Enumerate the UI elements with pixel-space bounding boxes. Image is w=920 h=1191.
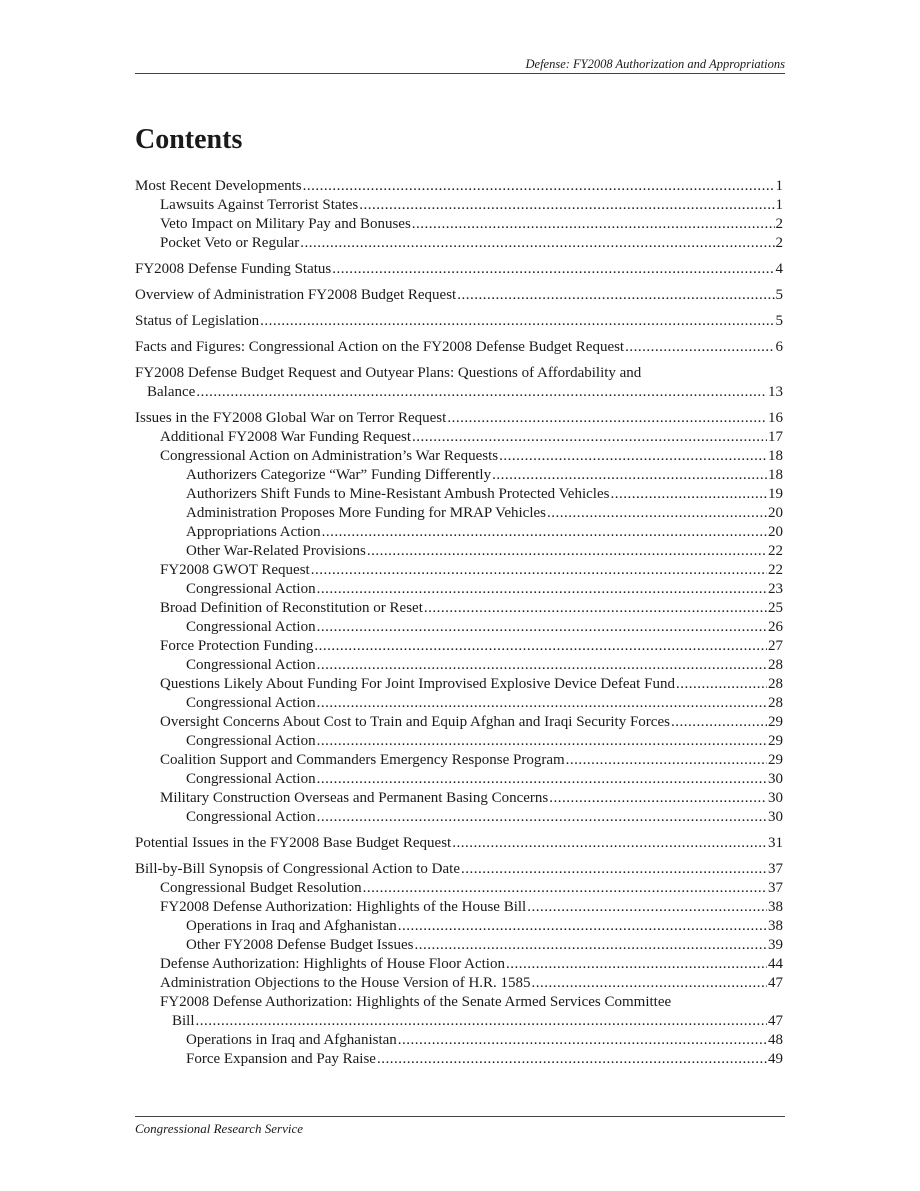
toc-entry-title: Force Expansion and Pay Raise [186, 1051, 376, 1067]
toc-entry-title: Facts and Figures: Congressional Action on the FY2008 Defense Budget Request [135, 339, 625, 355]
toc-entry[interactable] [135, 504, 783, 523]
toc-entry[interactable] [135, 428, 783, 447]
toc-entry[interactable] [135, 879, 783, 898]
toc-entry-title: Most Recent Developments [135, 178, 302, 194]
toc-leader-dots [398, 1031, 767, 1050]
toc-entry-title: Congressional Action [186, 809, 316, 825]
toc-entry[interactable] [135, 286, 783, 305]
toc-entry[interactable] [135, 599, 783, 618]
toc-leader-dots [317, 580, 767, 599]
toc-entry[interactable] [135, 260, 783, 279]
toc-page-number: 28 [768, 676, 783, 692]
toc-entry[interactable] [135, 955, 783, 974]
toc-entry-title: Congressional Action [186, 695, 316, 711]
toc-entry[interactable] [135, 1050, 783, 1069]
toc-page-number: 30 [768, 771, 783, 787]
toc-page-number: 5 [775, 313, 783, 329]
toc-entry-title: Congressional Action [186, 771, 316, 787]
toc-entry-title: Overview of Administration FY2008 Budget Request [135, 287, 457, 303]
toc-page-number: 27 [768, 638, 783, 654]
toc-leader-dots [363, 879, 767, 898]
toc-leader-dots [377, 1050, 767, 1069]
footer-divider [135, 1116, 785, 1117]
toc-entry-title: FY2008 GWOT Request [160, 562, 310, 578]
toc-leader-dots [300, 234, 774, 253]
toc-leader-dots [547, 504, 767, 523]
toc-entry-title: Congressional Action [186, 733, 316, 749]
toc-entry[interactable] [135, 936, 783, 955]
toc-entry-title: FY2008 Defense Budget Request and Outyear Plans: Questions of Affordability and [135, 365, 642, 381]
toc-leader-dots [412, 215, 775, 234]
toc-entry[interactable] [135, 808, 783, 827]
footer-publisher: Congressional Research Service [135, 1121, 303, 1136]
toc-entry[interactable] [135, 732, 783, 751]
toc-leader-dots [317, 732, 767, 751]
toc-entry-title: Operations in Iraq and Afghanistan [186, 918, 397, 934]
toc-page-number: 31 [768, 835, 783, 851]
toc-entry-title: Status of Legislation [135, 313, 260, 329]
toc-entry-title: Broad Definition of Reconstitution or Reset [160, 600, 423, 616]
toc-entry[interactable] [135, 917, 783, 936]
toc-entry[interactable] [135, 618, 783, 637]
toc-leader-dots [532, 974, 767, 993]
toc-entry[interactable] [135, 834, 783, 853]
toc-page-number: 1 [775, 197, 783, 213]
toc-entry-title: Congressional Action [186, 581, 316, 597]
toc-entry-title: FY2008 Defense Authorization: Highlights of the House Bill [160, 899, 527, 915]
toc-page-number: 4 [775, 261, 783, 277]
toc-entry[interactable] [135, 770, 783, 789]
toc-leader-dots [412, 428, 767, 447]
toc-entry-title: Veto Impact on Military Pay and Bonuses [160, 216, 411, 232]
toc-entry-title: Congressional Action [186, 657, 316, 673]
toc-entry-title: Authorizers Categorize “War” Funding Differently [186, 467, 492, 483]
toc-entry-title: FY2008 Defense Funding Status [135, 261, 332, 277]
toc-page-number: 30 [768, 790, 783, 806]
toc-page-number: 17 [768, 429, 783, 445]
toc-entry[interactable] [135, 789, 783, 808]
toc-entry[interactable] [135, 364, 783, 402]
toc-page-number: 22 [768, 543, 783, 559]
toc-leader-dots [447, 409, 767, 428]
running-header: Defense: FY2008 Authorization and Appropriations [525, 57, 785, 71]
toc-leader-dots [414, 936, 767, 955]
toc-entry[interactable] [135, 713, 783, 732]
toc-page-number: 23 [768, 581, 783, 597]
toc-entry-title: Additional FY2008 War Funding Request [160, 429, 412, 445]
toc-leader-dots [332, 260, 774, 279]
toc-entry-title: Military Construction Overseas and Permanent Basing Concerns [160, 790, 549, 806]
toc-page-number: 29 [768, 733, 783, 749]
toc-entry-title-continued: Bill [172, 1013, 195, 1029]
toc-entry-title: Issues in the FY2008 Global War on Terror Request [135, 410, 447, 426]
toc-leader-dots [549, 789, 767, 808]
toc-entry-title-continued: Balance [147, 384, 196, 400]
toc-page-number: 39 [768, 937, 783, 953]
toc-leader-dots [260, 312, 774, 331]
toc-entry-title: Potential Issues in the FY2008 Base Budget Request [135, 835, 452, 851]
toc-entry-title: Questions Likely About Funding For Joint Improvised Explosive Device Defeat Fund [160, 676, 675, 692]
toc-page-number: 38 [768, 918, 783, 934]
toc-page-number: 18 [768, 448, 783, 464]
toc-entry-title: Congressional Action [186, 619, 316, 635]
toc-page-number: 30 [768, 809, 783, 825]
toc-page-number: 44 [768, 956, 783, 972]
toc-leader-dots [457, 286, 774, 305]
toc-entry[interactable] [135, 338, 783, 357]
toc-leader-dots [196, 383, 767, 402]
toc-entry-title: Lawsuits Against Terrorist States [160, 197, 359, 213]
toc-entry[interactable] [135, 312, 783, 331]
toc-leader-dots [461, 860, 767, 879]
toc-page-number: 19 [768, 486, 783, 502]
toc-entry[interactable] [135, 694, 783, 713]
toc-entry[interactable] [135, 177, 783, 196]
toc-entry[interactable] [135, 466, 783, 485]
toc-page-number: 5 [775, 287, 783, 303]
toc-leader-dots [499, 447, 767, 466]
toc-leader-dots [196, 1012, 767, 1031]
toc-page-number: 49 [768, 1051, 783, 1067]
toc-leader-dots [317, 694, 767, 713]
toc-page-number: 20 [768, 505, 783, 521]
toc-leader-dots [317, 656, 767, 675]
toc-entry[interactable] [135, 215, 783, 234]
toc-page-number: 25 [768, 600, 783, 616]
toc-leader-dots [398, 917, 767, 936]
toc-leader-dots [492, 466, 767, 485]
toc-page-number: 37 [768, 861, 783, 877]
toc-entry-title: Congressional Action on Administration’s War Requests [160, 448, 499, 464]
toc-entry-title: Appropriations Action [186, 524, 321, 540]
toc-entry-title: Authorizers Shift Funds to Mine-Resistant Ambush Protected Vehicles [186, 486, 610, 502]
toc-leader-dots [610, 485, 767, 504]
toc-page-number: 18 [768, 467, 783, 483]
toc-page-number: 28 [768, 695, 783, 711]
toc-entry-title: Defense Authorization: Highlights of House Floor Action [160, 956, 505, 972]
toc-entry-title: Congressional Budget Resolution [160, 880, 362, 896]
toc-entry[interactable] [135, 656, 783, 675]
toc-entry-title: Administration Proposes More Funding for MRAP Vehicles [186, 505, 546, 521]
toc-page-number: 1 [775, 178, 783, 194]
toc-entry-title: Bill-by-Bill Synopsis of Congressional Action to Date [135, 861, 460, 877]
toc-page-number: 48 [768, 1032, 783, 1048]
toc-leader-dots [424, 599, 767, 618]
toc-leader-dots [314, 637, 767, 656]
toc-entry[interactable] [135, 993, 783, 1031]
toc-entry[interactable] [135, 974, 783, 993]
toc-entry-title: Force Protection Funding [160, 638, 314, 654]
toc-leader-dots [566, 751, 767, 770]
toc-page-number: 47 [768, 975, 783, 991]
toc-entry-title: FY2008 Defense Authorization: Highlights of the Senate Armed Services Committee [160, 994, 672, 1010]
toc-entry[interactable] [135, 1031, 783, 1050]
toc-leader-dots [625, 338, 774, 357]
toc-entry-title: Pocket Veto or Regular [160, 235, 300, 251]
toc-page-number: 6 [775, 339, 783, 355]
toc-leader-dots [311, 561, 767, 580]
toc-entry[interactable] [135, 542, 783, 561]
toc-entry[interactable] [135, 523, 783, 542]
toc-page-number: 38 [768, 899, 783, 915]
toc-page-number: 16 [768, 410, 783, 426]
toc-entry[interactable] [135, 447, 783, 466]
toc-entry[interactable] [135, 561, 783, 580]
toc-page-number: 47 [768, 1013, 783, 1029]
toc-entry[interactable] [135, 675, 783, 694]
toc-leader-dots [317, 770, 767, 789]
toc-page-number: 20 [768, 524, 783, 540]
toc-page-number: 29 [768, 752, 783, 768]
toc-leader-dots [317, 618, 767, 637]
toc-leader-dots [367, 542, 767, 561]
toc-leader-dots [303, 177, 775, 196]
toc-leader-dots [359, 196, 774, 215]
page-title: Contents [135, 124, 243, 155]
toc-leader-dots [317, 808, 767, 827]
toc-page-number: 22 [768, 562, 783, 578]
toc-entry[interactable] [135, 898, 783, 917]
toc-leader-dots [452, 834, 767, 853]
toc-entry[interactable] [135, 751, 783, 770]
toc-entry[interactable] [135, 234, 783, 253]
toc-page-number: 2 [775, 216, 783, 232]
toc-page-number: 29 [768, 714, 783, 730]
toc-leader-dots [676, 675, 767, 694]
toc-entry-title: Oversight Concerns About Cost to Train and Equip Afghan and Iraqi Security Forces [160, 714, 670, 730]
toc-entry[interactable] [135, 409, 783, 428]
header-divider [135, 73, 785, 74]
toc-entry[interactable] [135, 637, 783, 656]
toc-entry-title: Administration Objections to the House Version of H.R. 1585 [160, 975, 531, 991]
toc-leader-dots [671, 713, 767, 732]
toc-entry-title: Other FY2008 Defense Budget Issues [186, 937, 414, 953]
toc-entry[interactable] [135, 485, 783, 504]
toc-page-number: 28 [768, 657, 783, 673]
toc-page-number: 13 [768, 384, 783, 400]
toc-entry-title: Coalition Support and Commanders Emergency Response Program [160, 752, 565, 768]
toc-leader-dots [527, 898, 767, 917]
toc-entry-title: Operations in Iraq and Afghanistan [186, 1032, 397, 1048]
toc-entry-title: Other War-Related Provisions [186, 543, 366, 559]
toc-entry[interactable] [135, 860, 783, 879]
toc-page-number: 37 [768, 880, 783, 896]
toc-leader-dots [322, 523, 767, 542]
toc-entry[interactable] [135, 580, 783, 599]
toc-page-number: 26 [768, 619, 783, 635]
toc-page-number: 2 [775, 235, 783, 251]
toc-leader-dots [506, 955, 767, 974]
toc-entry[interactable] [135, 196, 783, 215]
table-of-contents [135, 177, 783, 1069]
